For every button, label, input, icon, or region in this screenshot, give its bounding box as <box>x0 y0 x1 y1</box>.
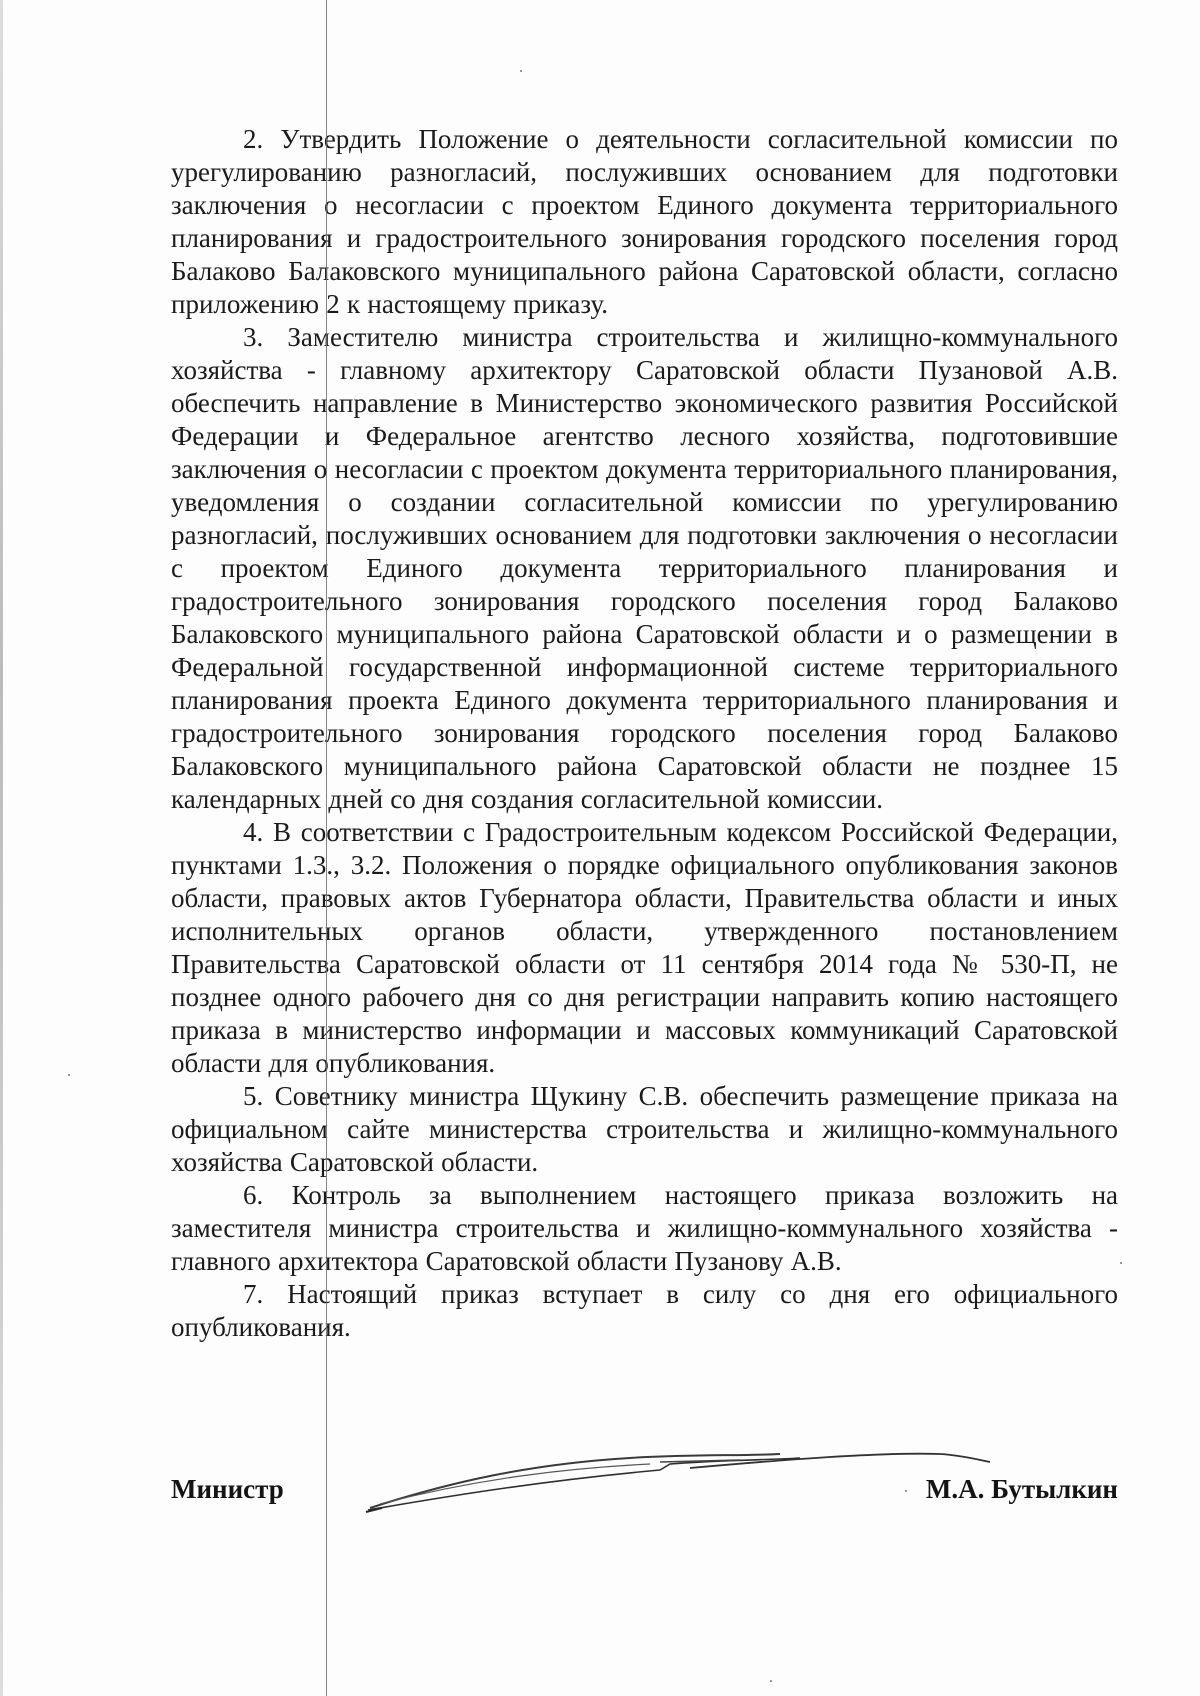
paragraph-4: 4. В соответствии с Градостроительным кодексом Российской Федерации, пунктами 1.3., 3.2. Положения о порядке официального опубликования законов области, правовых актов Губернатора области, Правительства области и иных исполнительных органов области, утвержденного постановлением Правительства Саратовской области от 11 сентября 2014 года № 530-П, не позднее одного рабочего дня со дня регистрации направить копию настоящего приказа в министерство информации и массовых коммуникаций Саратовской области для опубликования. <box>171 817 1118 1078</box>
paragraph-2: 2. Утвердить Положение о деятельности согласительной комиссии по урегулированию разногласий, послуживших основанием для подготовки заключения о несогласии с проектом Единого документа территориального планирования и градостроительного зонирования городского поселения город Балаково Балаковского муниципального района Саратовской области, согласно приложению 2 к настоящему приказу. <box>171 124 1118 319</box>
scan-speck <box>68 1074 70 1076</box>
scan-edge <box>0 0 3 1696</box>
scan-artifact-line <box>326 0 327 1696</box>
scan-speck <box>770 1680 772 1682</box>
paragraph-7: 7. Настоящий приказ вступает в силу со дня его официального опубликования. <box>171 1279 1118 1342</box>
paragraph-5: 5. Советнику министра Щукину С.В. обеспечить размещение приказа на официальном сайте министерства строительства и жилищно-коммунального хозяйства Саратовской области. <box>171 1081 1118 1177</box>
signatory-name: М.А. Бутылкин <box>925 1474 1118 1504</box>
scan-speck <box>1120 1262 1122 1264</box>
scan-speck <box>905 1490 907 1492</box>
signatory-title: Министр <box>171 1474 284 1504</box>
paragraph-6: 6. Контроль за выполнением настоящего приказа возложить на заместителя министра строительства и жилищно-коммунального хозяйства - главного архитектора Саратовской области Пузанову А.В. <box>171 1180 1118 1276</box>
handwritten-signature <box>360 1442 1000 1522</box>
document-body <box>171 123 1118 1344</box>
paragraph-3: 3. Заместителю министра строительства и жилищно-коммунального хозяйства - главному архитектору Саратовской области Пузановой А.В. обеспечить направление в Министерство экономического развития Российской Федерации и Федеральное агентство лесного хозяйства, подготовившие заключения о несогласии с проектом документа территориального планирования, уведомления о создании согласительной комиссии по урегулированию разногласий, послуживших основанием для подготовки заключения о несогласии с проектом Единого документа территориального планирования и градостроительного зонирования городского поселения город Балаково Балаковского муниципального района Саратовской области и о размещении в Федеральной государственной информационной системе территориального планирования проекта Единого документа территориального планирования и градостроительного зонирования городского поселения город Балаково Балаковского муниципального района Саратовской области не позднее 15 календарных дней со дня создания согласительной комиссии. <box>171 322 1118 814</box>
scan-speck <box>520 70 522 72</box>
